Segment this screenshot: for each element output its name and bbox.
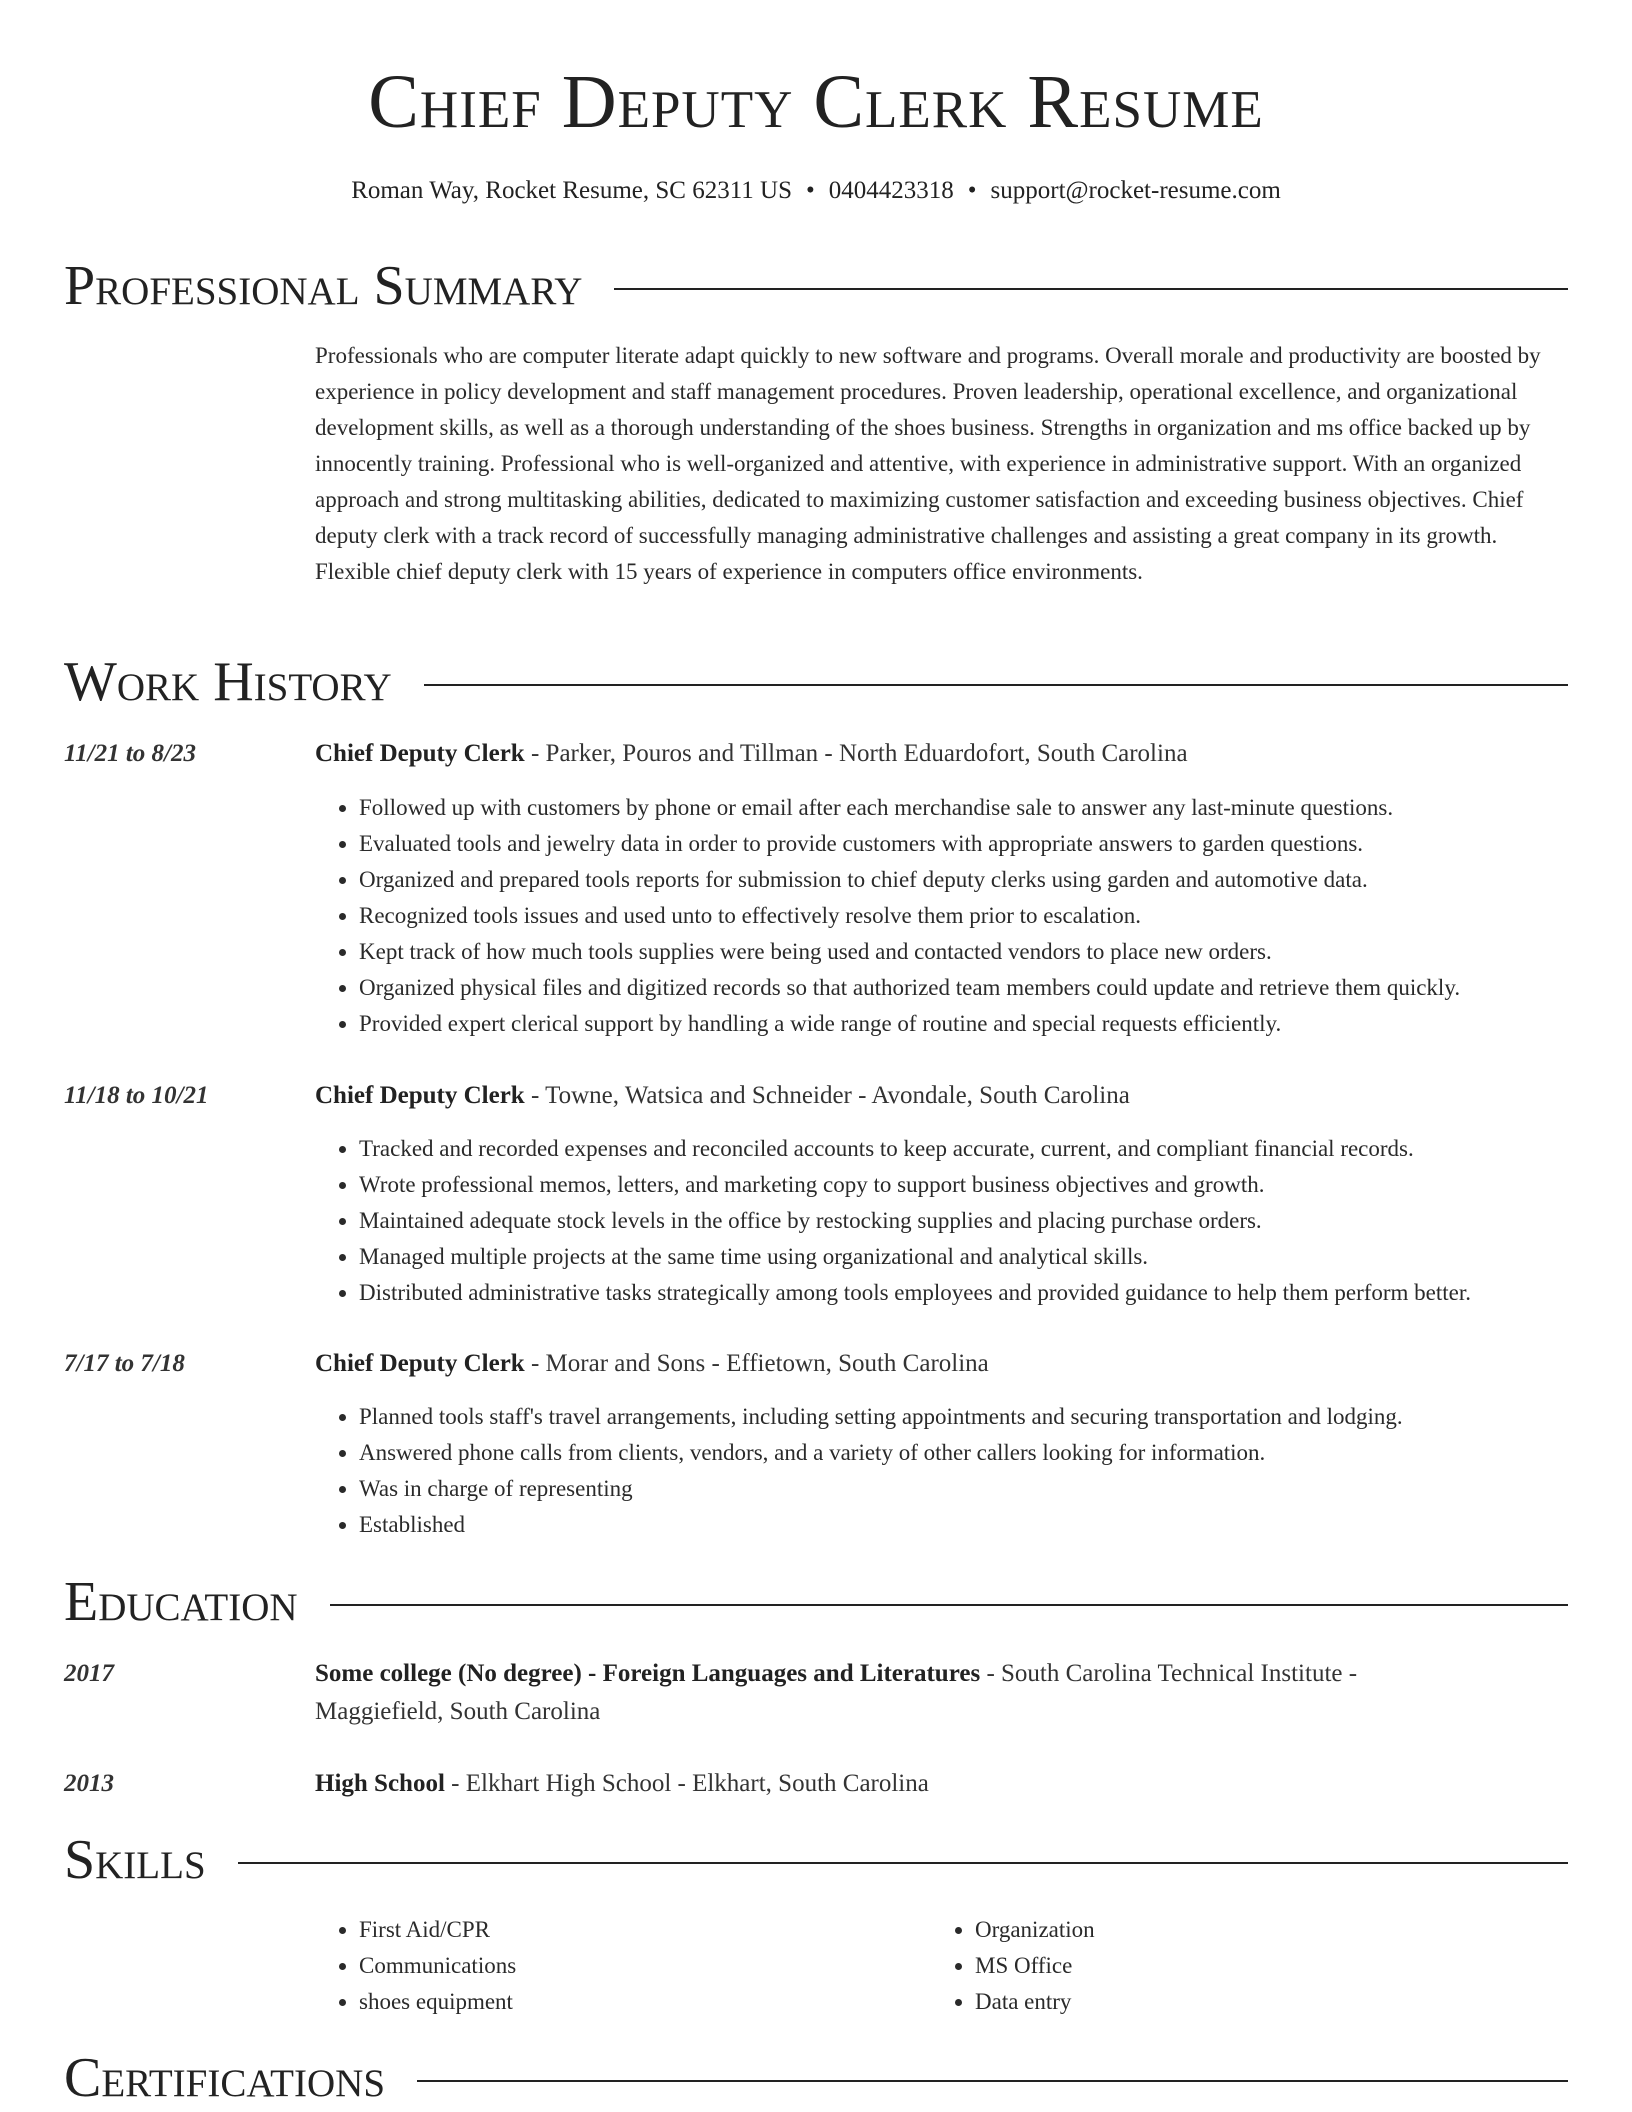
job-duty: • Organized physical files and digitized records so that authorized team members could update and retrieve them quickly. — [359, 970, 1629, 1006]
job-duties-list — [315, 1131, 1629, 1311]
section-heading: Certifications — [64, 2047, 386, 2109]
job-duty: • Kept track of how much tools supplies were being used and contacted vendors to place new orders. — [359, 934, 1629, 970]
resume-title: Chief Deputy Clerk Resume — [368, 60, 1264, 144]
education-year: 2017 — [64, 1660, 114, 1687]
job-dates: 7/17 to 7/18 — [64, 1350, 185, 1377]
education-year: 2013 — [64, 1770, 114, 1797]
job-dates: 11/21 to 8/23 — [64, 740, 196, 767]
education-school: - Elkhart High School - Elkhart, South Carolina — [444, 1770, 929, 1797]
job-employer: - Morar and Sons - Effietown, South Carolina — [524, 1350, 989, 1377]
section-heading: Work History — [64, 651, 392, 713]
job-employer: - Towne, Watsica and Schneider - Avondale, South Carolina — [524, 1082, 1130, 1109]
contact-separator: • — [805, 177, 815, 204]
section-divider — [417, 2080, 1568, 2082]
section-heading: Professional Summary — [64, 255, 583, 317]
education-entry — [315, 1655, 1465, 1731]
job-dates: 11/18 to 10/21 — [64, 1082, 209, 1109]
certifications-section-header — [64, 2046, 1568, 2110]
contact-phone: 0404423318 — [828, 177, 954, 204]
job-title: Chief Deputy Clerk — [315, 1350, 525, 1377]
skill-item: • shoes equipment — [359, 1984, 516, 2020]
job-duty: • Distributed administrative tasks strategically among tools employees and provided guidance to help them perform better. — [359, 1275, 1629, 1311]
job-duty: • Managed multiple projects at the same time using organizational and analytical skills. — [359, 1239, 1629, 1275]
skill-item: • First Aid/CPR — [359, 1912, 516, 1948]
job-header — [315, 1077, 1572, 1115]
job-duties-list — [315, 790, 1629, 1042]
job-employer: - Parker, Pouros and Tillman - North Eduardofort, South Carolina — [524, 740, 1188, 767]
job-duty: • Established — [359, 1507, 1629, 1543]
summary-text: Professionals who are computer literate adapt quickly to new software and programs. Overall morale and productivity are boosted by experience in policy development and staff management procedures. Proven leadership, operational excellence, and organizational development skills, as well as a thorough understanding of the shoes business. Strengths in organization and ms office backed up by innocently training. Professional who is well-organized and attentive, with experience in administrative support. With an organized approach and strong multitasking abilities, dedicated to maximizing customer satisfaction and exceeding business objectives. Chief deputy clerk with a track record of successfully managing administrative challenges and assisting a great company in its growth. Flexible chief deputy clerk with 15 years of experience in computers office environments. — [315, 343, 1541, 584]
job-title: Chief Deputy Clerk — [315, 740, 525, 767]
section-heading: Skills — [64, 1829, 206, 1891]
education-degree: Some college (No degree) - Foreign Languages and Literatures — [315, 1660, 981, 1687]
work-section-header — [64, 650, 1568, 714]
job-duty: • Maintained adequate stock levels in the office by restocking supplies and placing purchase orders. — [359, 1203, 1629, 1239]
job-duty: • Followed up with customers by phone or email after each merchandise sale to answer any last-minute questions. — [359, 790, 1629, 826]
job-duty: • Evaluated tools and jewelry data in order to provide customers with appropriate answers to garden questions. — [359, 826, 1629, 862]
job-duty: • Planned tools staff's travel arrangements, including setting appointments and securing transportation and lodging. — [359, 1399, 1629, 1435]
section-heading: Education — [64, 1571, 298, 1633]
job-duty: • Organized and prepared tools reports for submission to chief deputy clerks using garden and automotive data. — [359, 862, 1629, 898]
skill-item: • Data entry — [975, 1984, 1095, 2020]
skills-section-header — [64, 1828, 1568, 1892]
skill-item: • Organization — [975, 1912, 1095, 1948]
job-title: Chief Deputy Clerk — [315, 1082, 525, 1109]
contact-line — [0, 174, 1632, 208]
section-divider — [330, 1604, 1568, 1606]
job-header — [315, 1345, 1572, 1383]
contact-separator: • — [967, 177, 977, 204]
section-divider — [424, 684, 1568, 686]
skills-list-right — [931, 1912, 1095, 2020]
job-duty: • Answered phone calls from clients, vendors, and a variety of other callers looking for information. — [359, 1435, 1629, 1471]
contact-email: support@rocket-resume.com — [990, 177, 1281, 204]
section-divider — [238, 1862, 1568, 1864]
skills-list-left — [315, 1912, 516, 2020]
education-degree: High School — [315, 1770, 445, 1797]
job-duty: • Wrote professional memos, letters, and marketing copy to support business objectives and growth. — [359, 1167, 1629, 1203]
section-divider — [614, 288, 1568, 290]
job-duty: • Was in charge of representing — [359, 1471, 1629, 1507]
education-section-header — [64, 1570, 1568, 1634]
job-duty: • Recognized tools issues and used unto to effectively resolve them prior to escalation. — [359, 898, 1629, 934]
job-duty: • Provided expert clerical support by handling a wide range of routine and special requests efficiently. — [359, 1006, 1629, 1042]
education-entry — [315, 1765, 1572, 1803]
job-duty: • Tracked and recorded expenses and reconciled accounts to keep accurate, current, and compliant financial records. — [359, 1131, 1629, 1167]
skill-item: • Communications — [359, 1948, 516, 1984]
education-school: - South Carolina Technical Institute - Maggiefield, South Carolina — [315, 1660, 1358, 1725]
skill-item: • MS Office — [975, 1948, 1095, 1984]
summary-section-header — [64, 254, 1568, 318]
job-duties-list — [315, 1399, 1629, 1543]
job-header — [315, 735, 1572, 773]
contact-address: Roman Way, Rocket Resume, SC 62311 US — [351, 177, 792, 204]
